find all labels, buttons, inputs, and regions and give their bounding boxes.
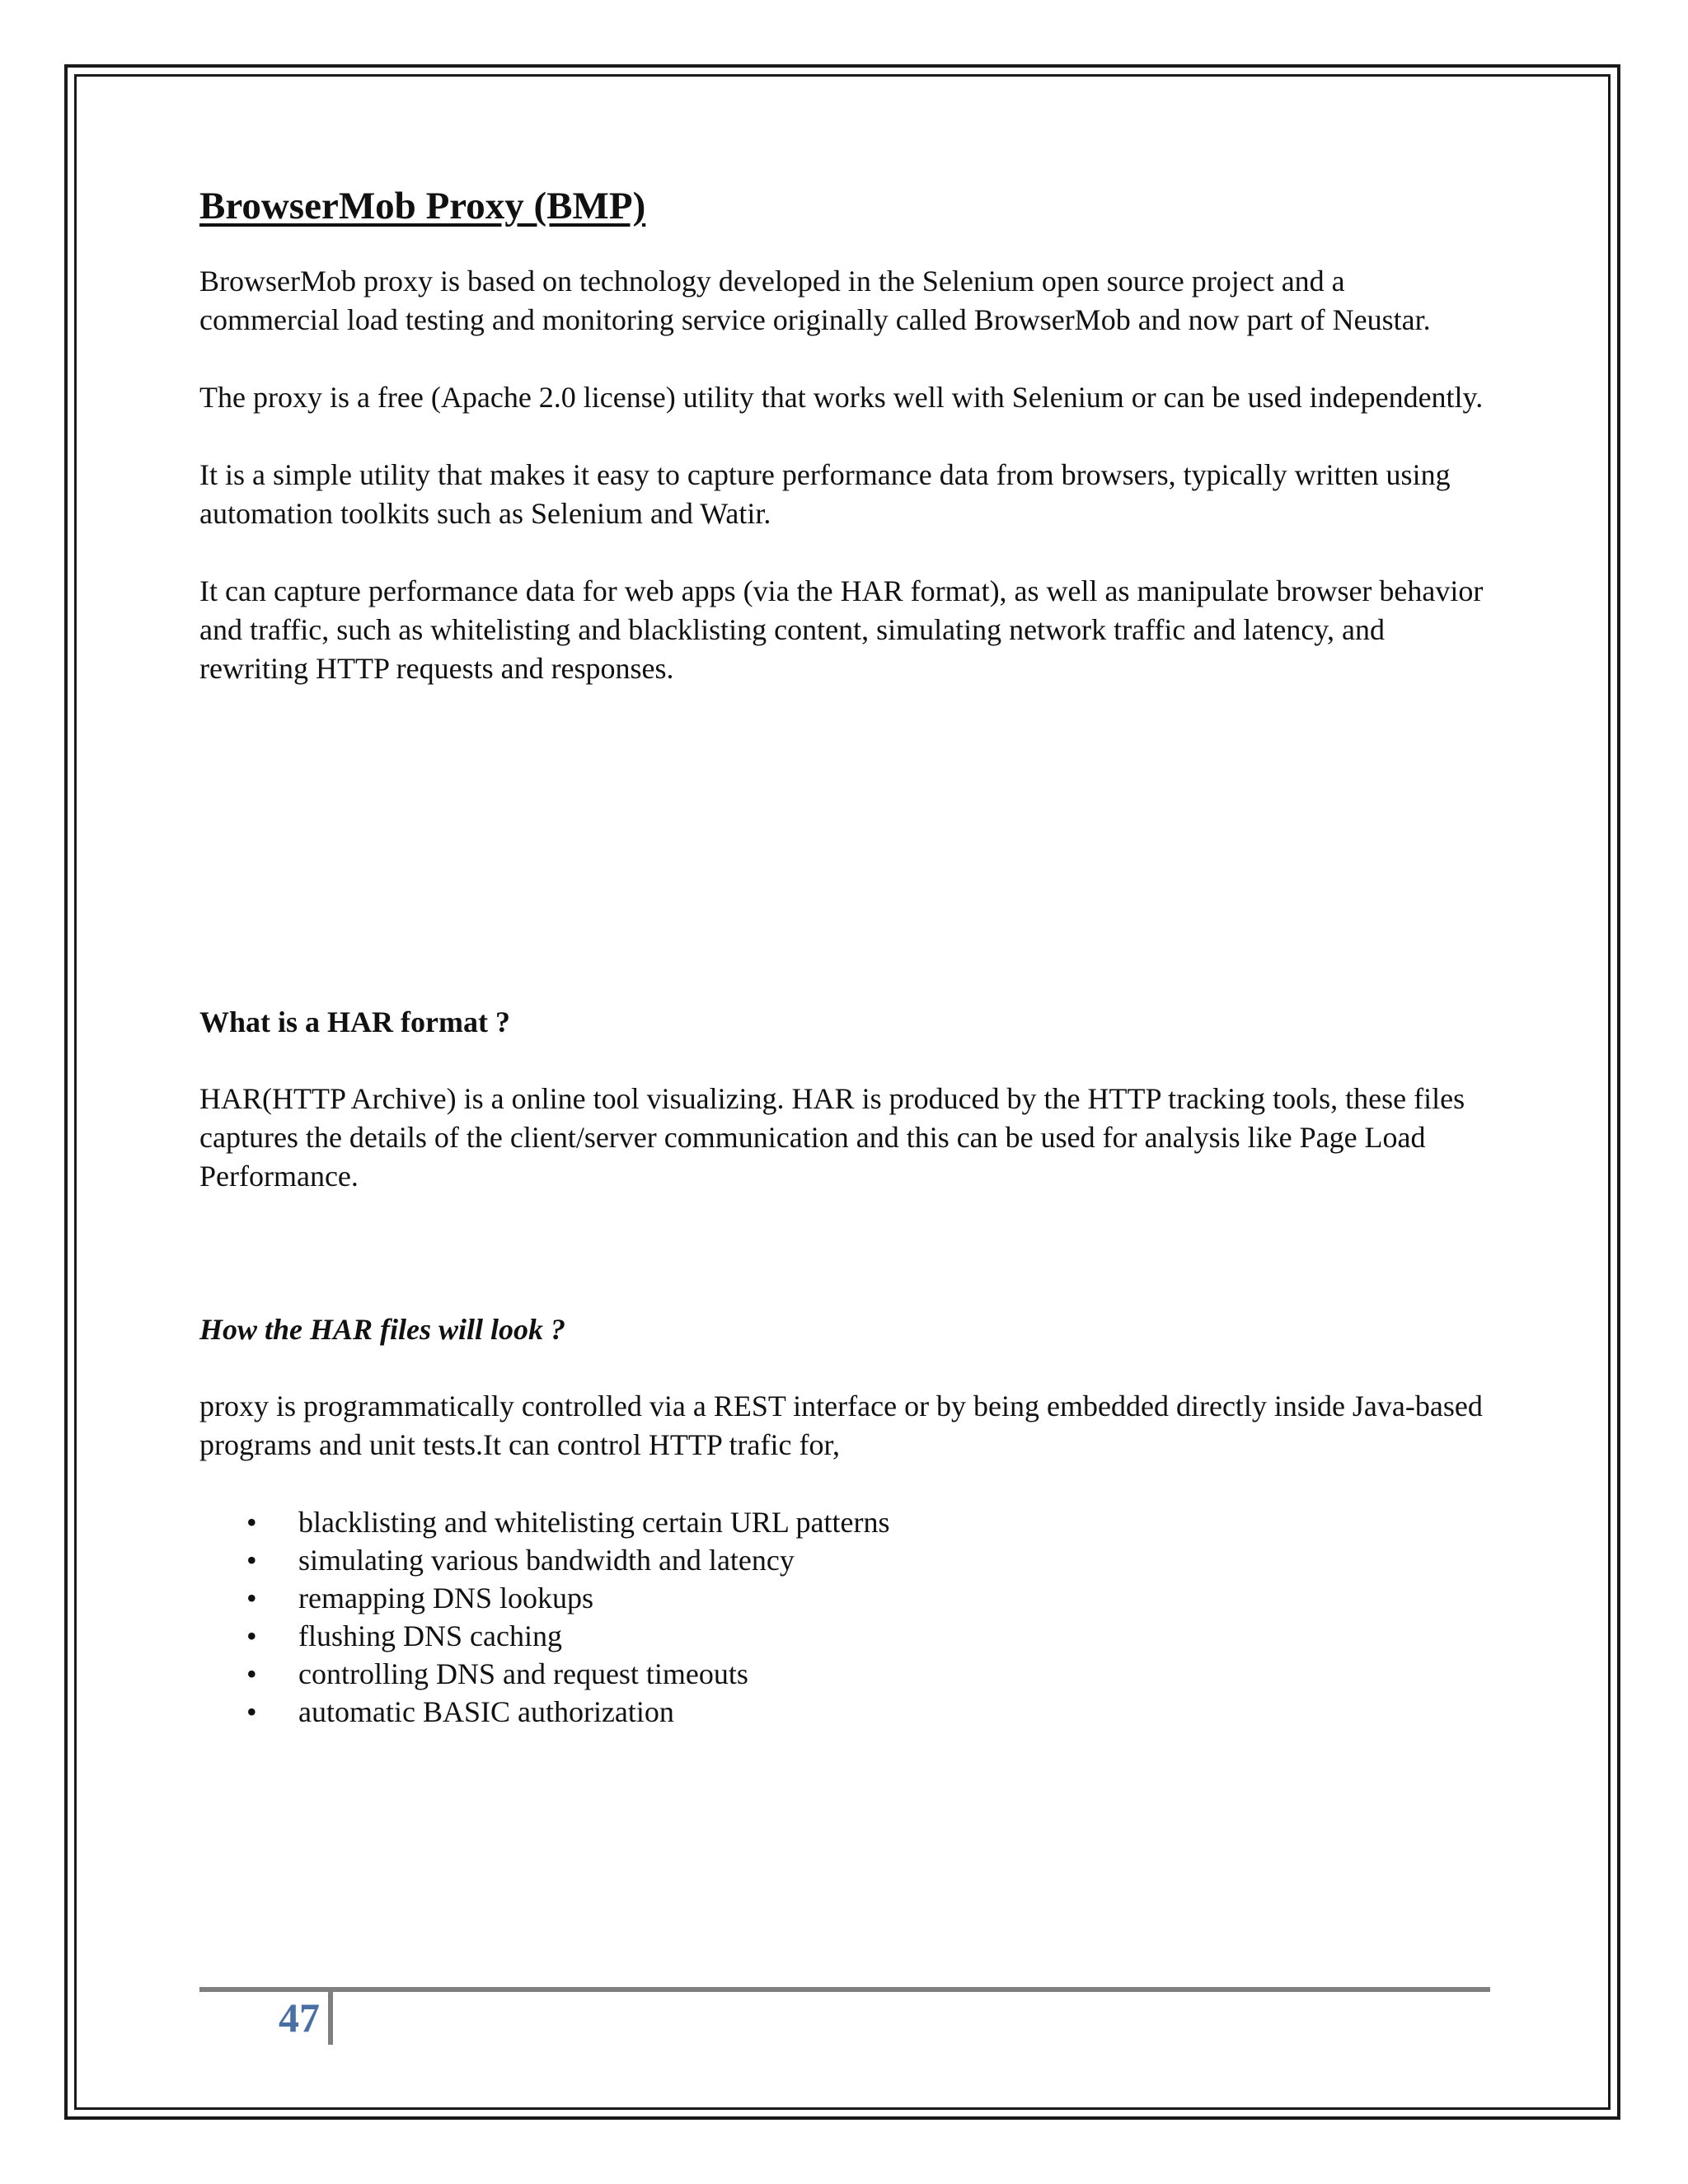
section-heading-har: What is a HAR format ? bbox=[199, 1005, 510, 1039]
paragraph-har: HAR(HTTP Archive) is a online tool visualizing. HAR is produced by the HTTP tracking tools, these files captures the details of the client/server communication and this can be used for analysis like Page Load Performance. bbox=[199, 1082, 1465, 1193]
paragraph-capture: It can capture performance data for web apps (via the HAR format), as well as manipulate browser behavior and traffic, such as whitelisting and blacklisting content, simulating network traffic and latency, and rewriting HTTP requests and responses. bbox=[199, 574, 1484, 686]
paragraph-utility: It is a simple utility that makes it easy to capture performance data from browsers, typically written using automation toolkits such as Selenium and Watir. bbox=[199, 458, 1451, 531]
list-item: • remapping DNS lookups bbox=[199, 1579, 1485, 1617]
bullet-icon: • bbox=[246, 1619, 257, 1653]
list-item: • flushing DNS caching bbox=[199, 1617, 1485, 1655]
document-heading: BrowserMob Proxy (BMP) bbox=[199, 185, 646, 227]
paragraph-proxy: proxy is programmatically controlled via a REST interface or by being embedded directly inside Java-based programs and unit tests.It can control HTTP trafic for, bbox=[199, 1390, 1483, 1462]
page-number: 47 bbox=[279, 1994, 320, 2041]
bullet-icon: • bbox=[246, 1582, 257, 1615]
page-number-divider bbox=[328, 1992, 333, 2045]
section-heading-look: How the HAR files will look ? bbox=[199, 1313, 566, 1347]
list-item: • automatic BASIC authorization bbox=[199, 1693, 1485, 1731]
bullet-icon: • bbox=[246, 1506, 257, 1540]
bullet-icon: • bbox=[246, 1695, 257, 1729]
bullet-icon: • bbox=[246, 1657, 257, 1691]
paragraph-intro: BrowserMob proxy is based on technology developed in the Selenium open source project and a commercial load testing and monitoring service originally called BrowserMob and now part of Neustar. bbox=[199, 265, 1431, 337]
page-content bbox=[199, 183, 1485, 1731]
list-item: • simulating various bandwidth and latency bbox=[199, 1541, 1485, 1579]
feature-list bbox=[199, 1503, 1485, 1731]
paragraph-license: The proxy is a free (Apache 2.0 license) utility that works well with Selenium or can be used independently. bbox=[199, 381, 1484, 415]
list-item: • blacklisting and whitelisting certain URL patterns bbox=[199, 1503, 1485, 1541]
list-item: • controlling DNS and request timeouts bbox=[199, 1655, 1485, 1693]
bullet-icon: • bbox=[246, 1544, 257, 1577]
footer-rule bbox=[199, 1987, 1490, 1992]
